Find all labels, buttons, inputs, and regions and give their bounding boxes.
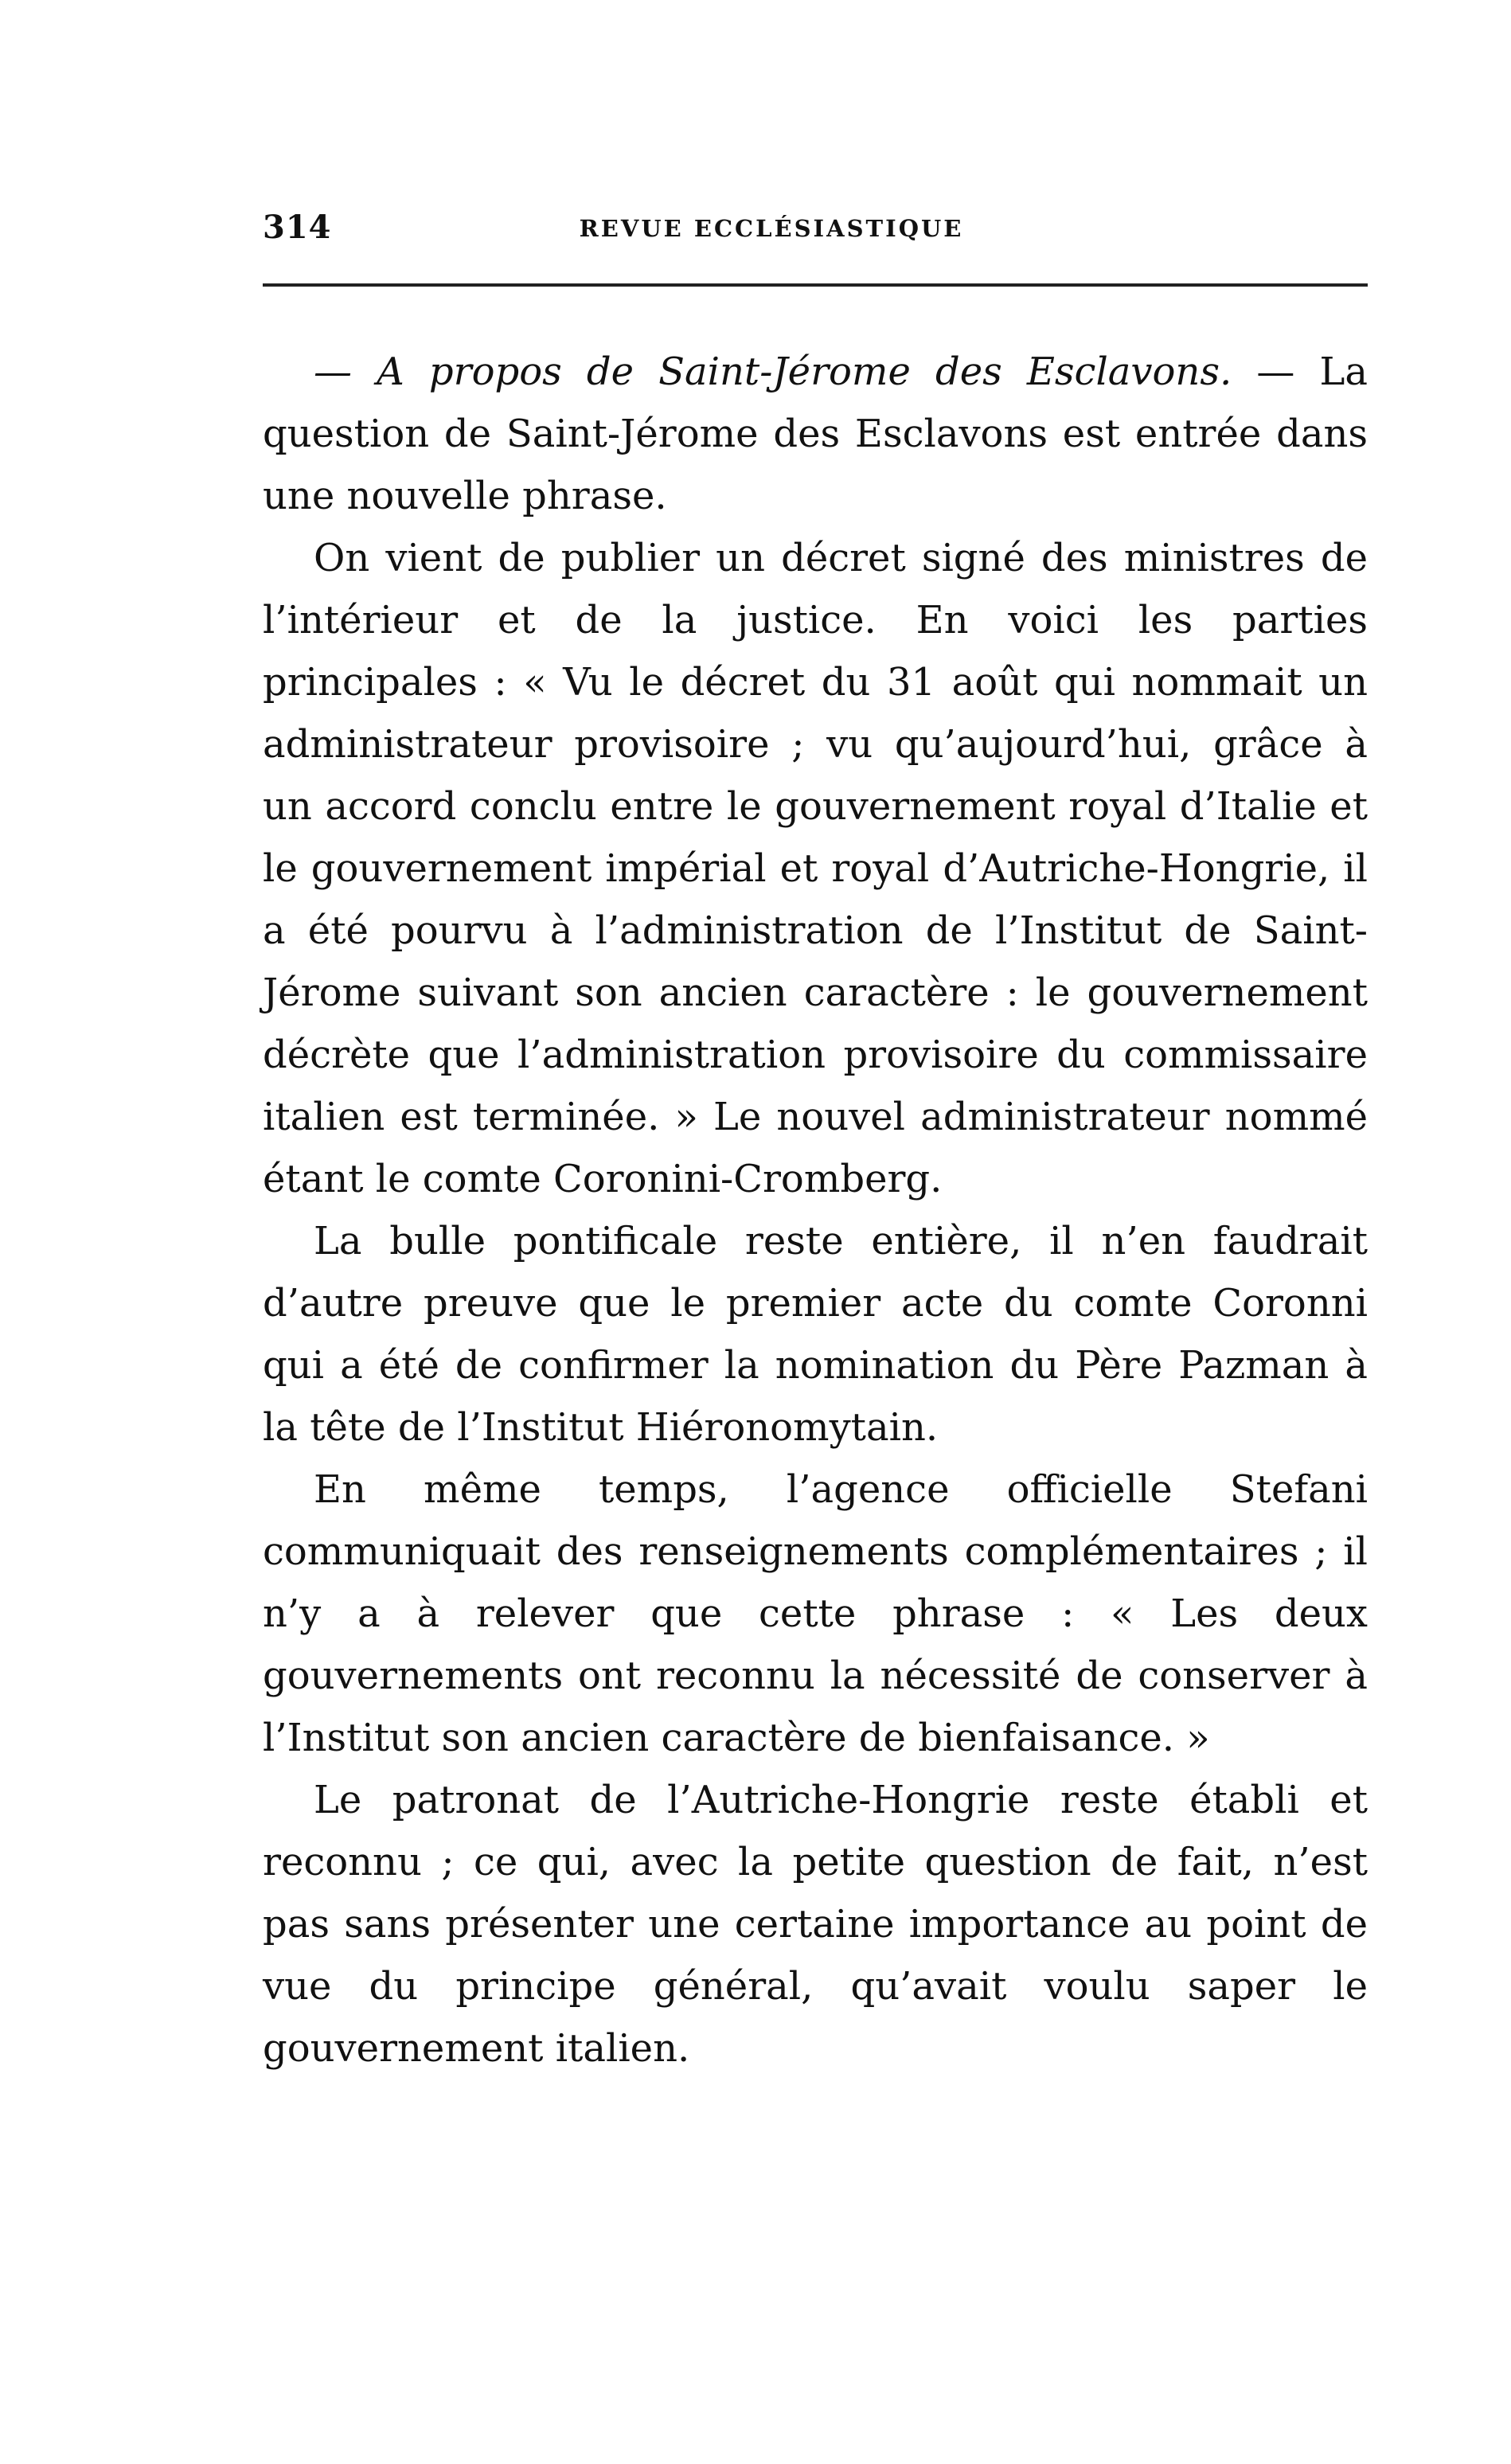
article-lead: — A propos de Saint-Jérome des Esclavons. [314,349,1232,394]
paragraph-2: On vient de publier un décret signé des ministres de l’intérieur et de la justice. En voici les parties principales : « Vu le décret du 31 août qui nommait un administrateur provisoire ; vu qu’aujourd’hui, grâce à un accord conclu entre le gouvernement royal d’Italie et le gouvernement impérial et royal d’Autriche-Hongrie, il a été pourvu à l’administration de l’Institut de Saint-Jérome suivant son ancien caractère : le gouvernement décrète que l’administration provisoire du commissaire italien est terminée. » Le nouvel administrateur nommé étant le comte Coronini-Cromberg. [263,536,1368,1201]
page-number: 314 [263,209,332,246]
header-rule [263,283,1368,287]
paragraph-1 [263,341,1368,527]
article-body [263,341,1368,2079]
paragraph-4: En même temps, l’agence officielle Stefani communiquait des renseignements complémentaires ; il n’y a à relever que cette phrase : « Les deux gouvernements ont reconnu la nécessité de conserver à l’Institut son ancien caractère de bienfaisance. » [263,1467,1368,1760]
running-head: REVUE ECCLÉSIASTIQUE [579,215,964,242]
paragraph-3: La bulle pontificale reste entière, il n’en faudrait d’autre preuve que le premier acte du comte Coronni qui a été de confirmer la nomination du Père Pazman à la tête de l’Institut Hiéronomytain. [263,1219,1368,1450]
paragraph-5: Le patronat de l’Autriche-Hongrie reste établi et reconnu ; ce qui, avec la petite question de fait, n’est pas sans présenter une certaine importance au point de vue du principe général, qu’avait voulu saper le gouvernement italien. [263,1778,1368,2071]
paragraph-1-text: — La question de Saint-Jérome des Esclavons est entrée dans une nouvelle phrase. [263,349,1368,518]
